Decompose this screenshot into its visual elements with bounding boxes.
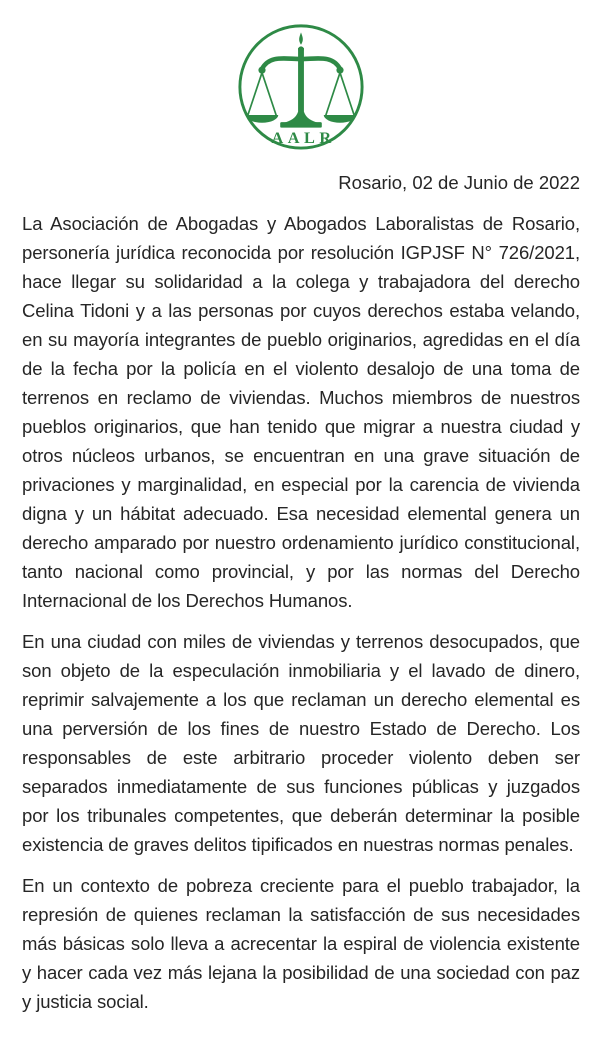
logo-hanger-left xyxy=(248,73,277,116)
body-paragraph-2: En una ciudad con miles de viviendas y terrenos desocupados, que son objeto de la especulación inmobiliaria y el lavado de dinero, reprimir salvajemente a los que reclaman un derecho elemental es una perversión de los fines de nuestro Estado de Derecho. Los responsables de este arbitrario proceder violento deben ser separados inmediatamente de sus funciones públicas y juzgados por los tribunales competentes, que deberán determinar la posible existencia de graves delitos tipificados en nuestras normas penales. xyxy=(22,631,580,855)
logo-base-plate xyxy=(280,122,322,128)
logo-finial xyxy=(299,32,303,44)
scales-of-justice-icon xyxy=(236,22,366,152)
logo-base-flare xyxy=(284,112,318,123)
body-paragraph-1: La Asociación de Abogadas y Abogados Laboralistas de Rosario, personería jurídica reconocida por resolución IGPJSF N° 726/2021, hace llegar su solidaridad a la colega y trabajadora del derecho Celina Tidoni y a las personas por cuyos derechos estaba velando, en su mayoría integrantes de pueblo originarios, agredidas en el día de la fecha por la policía en el violento desalojo de una toma de terrenos en reclamo de viviendas. Muchos miembros de nuestros pueblos originarios, que han tenido que migrar a nuestra ciudad y otros núcleos urbanos, se encuentran en una grave situación de privaciones y marginalidad, en especial por la carencia de vivienda digna y un hábitat adecuado. Esa necesidad elemental genera un derecho amparado por nuestro ordenamiento jurídico constitucional, tanto nacional como provincial, y por las normas del Derecho Internacional de los Derechos Humanos. xyxy=(22,213,580,611)
organization-logo xyxy=(236,22,366,152)
logo-beam-curl-right xyxy=(336,67,343,74)
body-paragraph-3: En un contexto de pobreza creciente para el pueblo trabajador, la represión de quienes reclaman la satisfacción de sus necesidades más básicas solo lleva a acrecentar la espiral de violencia existente y hacer cada vez más lejana la posibilidad de una sociedad con paz y justicia social. xyxy=(22,875,580,1012)
logo-acronym: AALR xyxy=(271,128,336,147)
date-line: Rosario, 02 de Junio de 2022 xyxy=(338,172,580,193)
logo-hanger-right xyxy=(326,73,355,116)
logo-beam-curl-left xyxy=(258,67,265,74)
